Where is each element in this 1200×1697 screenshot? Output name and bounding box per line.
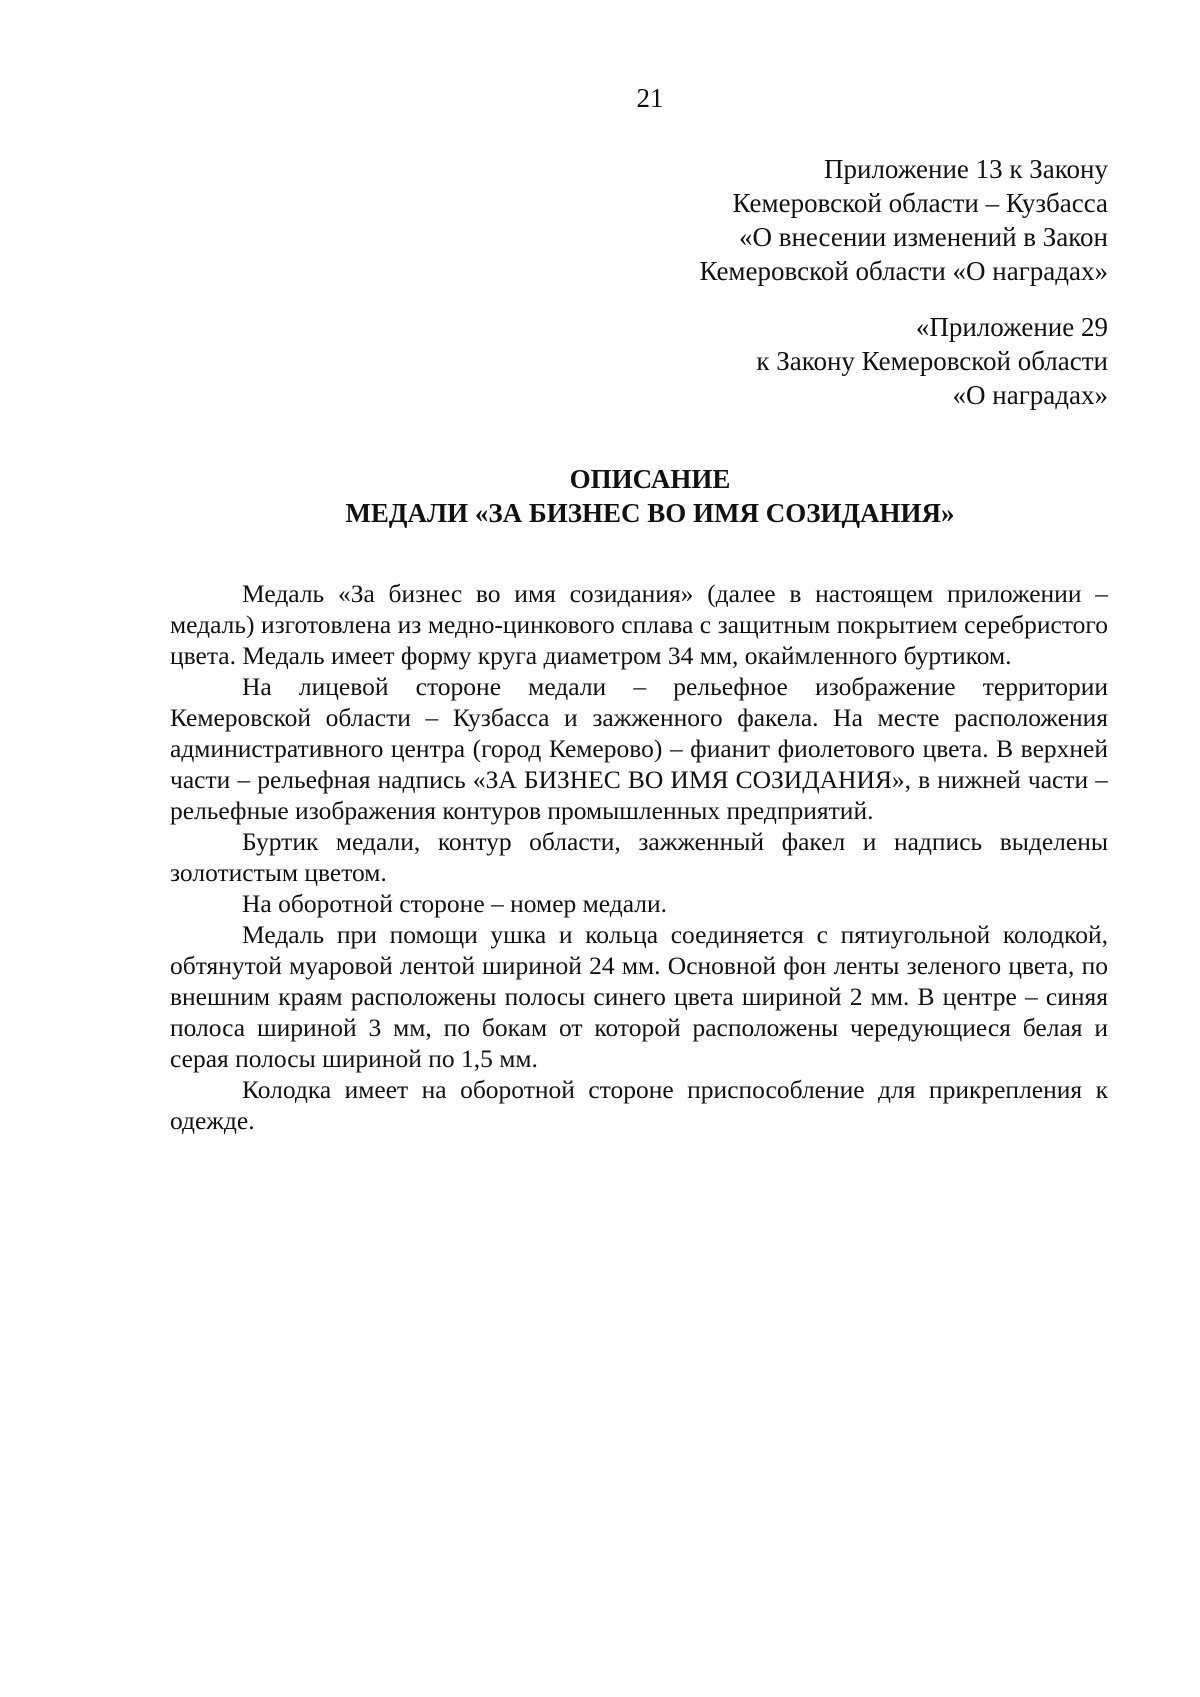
document-body xyxy=(170,578,1108,1136)
paragraph-attachment: Колодка имеет на оборотной стороне приспособление для прикрепления к одежде. xyxy=(170,1075,1108,1135)
document-title xyxy=(0,462,1200,530)
appendix-13-line: «О внесении изменений в Закон xyxy=(738,222,1108,252)
appendix-13-line: Приложение 13 к Закону xyxy=(824,154,1108,184)
appendix-29-reference xyxy=(756,310,1108,412)
title-line-2: МЕДАЛИ «ЗА БИЗНЕС ВО ИМЯ СОЗИДАНИЯ» xyxy=(345,498,955,528)
appendix-29-line: «Приложение 29 xyxy=(915,312,1108,342)
paragraph-reverse: На оборотной стороне – номер медали. xyxy=(242,889,668,918)
appendix-13-reference xyxy=(699,152,1108,288)
paragraph-gilding: Буртик медали, контур области, зажженный факел и надпись выделены золотистым цветом. xyxy=(170,827,1108,887)
paragraph-ribbon: Медаль при помощи ушка и кольца соединяется с пятиугольной колодкой, обтянутой муаровой лентой шириной 24 мм. Основной фон ленты зеленого цвета, по внешним краям расположены полосы синего цвета шириной 2 мм. В центре – синяя полоса шириной 3 мм, по бокам от которой расположены чередующиеся белая и серая полосы шириной по 1,5 мм. xyxy=(170,920,1108,1073)
paragraph-obverse: На лицевой стороне медали – рельефное изображение территории Кемеровской области – Кузбасса и зажженного факела. На месте расположения административного центра (город Кемерово) – фианит фиолетового цвета. В верхней части – рельефная надпись «ЗА БИЗНЕС ВО ИМЯ СОЗИДАНИЯ», в нижней части – рельефные изображения контуров промышленных предприятий. xyxy=(170,672,1108,825)
appendix-13-line: Кемеровской области – Кузбасса xyxy=(732,188,1108,218)
appendix-13-line: Кемеровской области «О наградах» xyxy=(699,256,1108,286)
appendix-29-line: «О наградах» xyxy=(952,380,1108,410)
paragraph-medal-material: Медаль «За бизнес во имя созидания» (далее в настоящем приложении – медаль) изготовлена из медно-цинкового сплава с защитным покрытием серебристого цвета. Медаль имеет форму круга диаметром 34 мм, окаймленного буртиком. xyxy=(170,579,1108,670)
page-number: 21 xyxy=(636,83,664,113)
appendix-29-line: к Закону Кемеровской области xyxy=(756,346,1108,376)
title-line-1: ОПИСАНИЕ xyxy=(569,464,731,494)
